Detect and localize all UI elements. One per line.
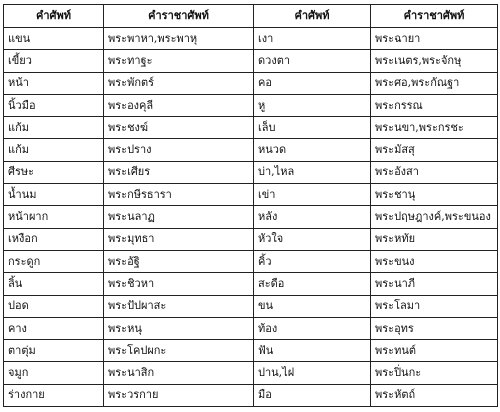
cell-word: ปอด	[4, 295, 104, 317]
cell-word: นิ้วมือ	[4, 94, 104, 116]
cell-word: น้ำนม	[4, 184, 104, 206]
cell-word: คอ	[254, 72, 371, 94]
cell-royal-word: พระพาหา,พระพาหุ	[104, 28, 254, 50]
cell-word: หลัง	[254, 206, 371, 228]
cell-word: มือ	[254, 384, 371, 406]
cell-word: ฟัน	[254, 340, 371, 362]
cell-word: หัวใจ	[254, 228, 371, 250]
cell-royal-word: พระชานุ	[371, 184, 498, 206]
table-row	[4, 50, 498, 72]
header-royal-word: คำราชาศัพท์	[371, 5, 498, 28]
table-row	[4, 295, 498, 317]
cell-royal-word: พระนลาฏ	[104, 206, 254, 228]
cell-royal-word: พระมัสสุ	[371, 139, 498, 161]
royal-vocabulary-table	[3, 4, 498, 407]
table-row	[4, 184, 498, 206]
cell-word: ท้อง	[254, 317, 371, 339]
cell-royal-word: พระหัตถ์	[371, 384, 498, 406]
cell-royal-word: พระเนตร,พระจักษุ	[371, 50, 498, 72]
table-row	[4, 117, 498, 139]
cell-word: หน้าผาก	[4, 206, 104, 228]
table-header-row	[4, 5, 498, 28]
cell-royal-word: พระอัฐิ	[104, 250, 254, 272]
cell-word: เข่า	[254, 184, 371, 206]
table-row	[4, 161, 498, 183]
cell-royal-word: พระปัปผาสะ	[104, 295, 254, 317]
header-word: คำศัพท์	[4, 5, 104, 28]
cell-word: คิ้ว	[254, 250, 371, 272]
header-royal-word: คำราชาศัพท์	[104, 5, 254, 28]
cell-royal-word: พระวรกาย	[104, 384, 254, 406]
table-row	[4, 273, 498, 295]
cell-royal-word: พระทนต์	[371, 340, 498, 362]
cell-word: เขี้ยว	[4, 50, 104, 72]
table-row	[4, 384, 498, 406]
cell-word: แขน	[4, 28, 104, 50]
cell-royal-word: พระเศียร	[104, 161, 254, 183]
cell-royal-word: พระฉายา	[371, 28, 498, 50]
cell-word: เล็บ	[254, 117, 371, 139]
table-body	[4, 28, 498, 407]
table-row	[4, 94, 498, 116]
table-row	[4, 317, 498, 339]
cell-royal-word: พระชงฆ์	[104, 117, 254, 139]
table-row	[4, 340, 498, 362]
cell-royal-word: พระองคุลี	[104, 94, 254, 116]
cell-word: ลิ้น	[4, 273, 104, 295]
cell-royal-word: พระโคปผกะ	[104, 340, 254, 362]
cell-word: ขน	[254, 295, 371, 317]
cell-word: คาง	[4, 317, 104, 339]
header-word: คำศัพท์	[254, 5, 371, 28]
cell-word: กระดูก	[4, 250, 104, 272]
cell-word: หนวด	[254, 139, 371, 161]
cell-word: ศีรษะ	[4, 161, 104, 183]
cell-royal-word: พระปราง	[104, 139, 254, 161]
table-row	[4, 206, 498, 228]
table-row	[4, 228, 498, 250]
cell-royal-word: พระหนุ	[104, 317, 254, 339]
cell-royal-word: พระชิวหา	[104, 273, 254, 295]
cell-word: หน้า	[4, 72, 104, 94]
cell-word: ร่างกาย	[4, 384, 104, 406]
table-row	[4, 250, 498, 272]
cell-royal-word: พระนาภี	[371, 273, 498, 295]
cell-word: ปาน,ไฝ	[254, 362, 371, 384]
cell-word: บ่า,ไหล	[254, 161, 371, 183]
cell-word: เหงือก	[4, 228, 104, 250]
cell-royal-word: พระนาสิก	[104, 362, 254, 384]
cell-royal-word: พระศอ,พระกัณฐา	[371, 72, 498, 94]
table-row	[4, 72, 498, 94]
cell-word: จมูก	[4, 362, 104, 384]
table-row	[4, 28, 498, 50]
cell-royal-word: พระอังสา	[371, 161, 498, 183]
cell-word: หู	[254, 94, 371, 116]
cell-royal-word: พระกรรณ	[371, 94, 498, 116]
cell-royal-word: พระกษีรธารา	[104, 184, 254, 206]
cell-royal-word: พระขนง	[371, 250, 498, 272]
cell-royal-word: พระมุทธา	[104, 228, 254, 250]
cell-word: เงา	[254, 28, 371, 50]
cell-royal-word: พระพักตร์	[104, 72, 254, 94]
cell-royal-word: พระทาฐะ	[104, 50, 254, 72]
cell-word: แก้ม	[4, 139, 104, 161]
table-row	[4, 139, 498, 161]
cell-royal-word: พระอุทร	[371, 317, 498, 339]
cell-word: สะดือ	[254, 273, 371, 295]
cell-royal-word: พระนขา,พระกรชะ	[371, 117, 498, 139]
table-row	[4, 362, 498, 384]
cell-word: ดวงตา	[254, 50, 371, 72]
cell-royal-word: พระหทัย	[371, 228, 498, 250]
cell-royal-word: พระปฤษฎางค์,พระขนอง	[371, 206, 498, 228]
cell-word: ตาตุ่ม	[4, 340, 104, 362]
cell-word: แก้ม	[4, 117, 104, 139]
cell-royal-word: พระปิ่นกะ	[371, 362, 498, 384]
cell-royal-word: พระโลมา	[371, 295, 498, 317]
